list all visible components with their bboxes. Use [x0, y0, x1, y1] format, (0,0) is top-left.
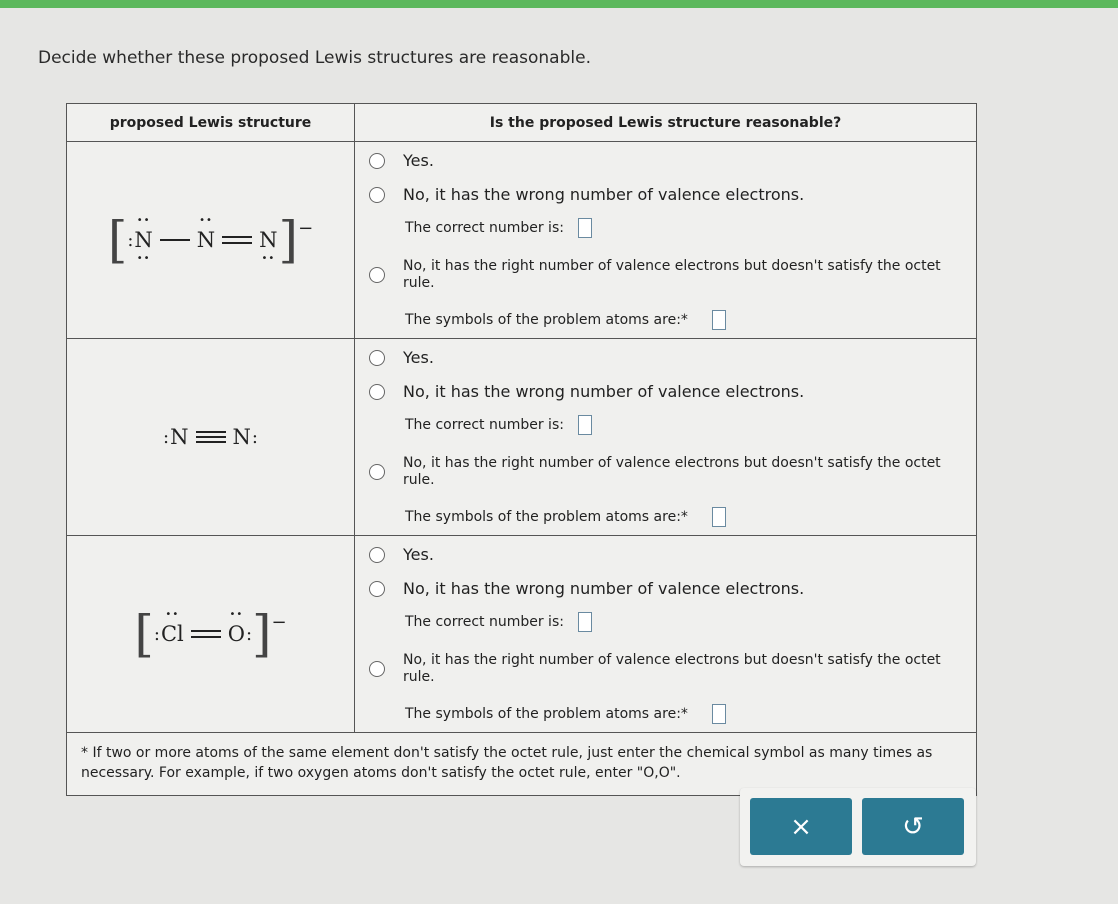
left-bracket: [ [107, 211, 128, 269]
correct-number-input[interactable] [578, 218, 592, 238]
lewis-structure-table [66, 103, 977, 796]
question-prompt: Decide whether these proposed Lewis structures are reasonable. [38, 48, 591, 68]
radio-octet[interactable] [369, 267, 385, 283]
option-octet-label: No, it has the right number of valence electrons but doesn't satisfy the octet rule. [403, 455, 941, 488]
lone-pair-right: : [245, 623, 253, 645]
lone-pair-bottom: •• [136, 253, 151, 264]
correct-number-input[interactable] [578, 415, 592, 435]
option-wrong-count[interactable] [369, 382, 804, 401]
right-bracket: ] [278, 211, 299, 269]
option-octet[interactable] [369, 258, 969, 292]
atom-o: •• O [227, 609, 245, 646]
option-yes-label: Yes. [403, 545, 434, 564]
option-yes-label: Yes. [403, 348, 434, 367]
atom-n1: N [170, 425, 189, 449]
option-yes[interactable] [369, 545, 434, 564]
problem-atoms-label: The symbols of the problem atoms are:* [405, 312, 688, 328]
correct-number-line [405, 218, 592, 238]
header-question: Is the proposed Lewis structure reasonable? [489, 114, 842, 131]
radio-octet[interactable] [369, 661, 385, 677]
option-octet-label: No, it has the right number of valence electrons but doesn't satisfy the octet rule. [403, 652, 941, 685]
top-accent-bar [0, 0, 1118, 8]
lone-pair-top: •• [165, 609, 180, 620]
lone-pair-left: : [153, 623, 160, 645]
radio-yes[interactable] [369, 547, 385, 563]
problem-atoms-input[interactable] [712, 507, 726, 527]
lewis-structure-3 [67, 536, 355, 732]
option-wrong-count-label: No, it has the wrong number of valence electrons. [403, 382, 805, 401]
radio-wrong-count[interactable] [369, 384, 385, 400]
option-yes[interactable] [369, 151, 434, 170]
double-bond [222, 235, 252, 245]
radio-wrong-count[interactable] [369, 581, 385, 597]
lone-pair-left: : [127, 229, 134, 251]
problem-atoms-input[interactable] [712, 704, 726, 724]
option-octet[interactable] [369, 455, 969, 489]
undo-icon: ↺ [902, 811, 924, 842]
problem-atoms-line [405, 704, 726, 724]
table-row-2 [67, 339, 976, 536]
answer-options-1 [355, 142, 976, 338]
option-octet[interactable] [369, 652, 969, 686]
lone-pair-top: •• [229, 609, 244, 620]
option-wrong-count-label: No, it has the wrong number of valence electrons. [403, 185, 805, 204]
problem-atoms-label: The symbols of the problem atoms are:* [405, 706, 688, 722]
correct-number-label: The correct number is: [405, 614, 564, 630]
lone-pair-left: : [163, 426, 170, 448]
atom-cl: •• Cl [160, 609, 184, 646]
option-octet-label: No, it has the right number of valence electrons but doesn't satisfy the octet rule. [403, 258, 941, 291]
lone-pair-right: : [251, 426, 258, 448]
option-yes-label: Yes. [403, 151, 434, 170]
problem-atoms-input[interactable] [712, 310, 726, 330]
lone-pair-top: •• [199, 215, 213, 226]
option-yes[interactable] [369, 348, 434, 367]
problem-atoms-label: The symbols of the problem atoms are:* [405, 509, 688, 525]
atom-n2: •• N [196, 215, 216, 252]
correct-number-label: The correct number is: [405, 417, 564, 433]
atom-n3: N •• [259, 228, 278, 264]
charge: − [298, 217, 314, 239]
octet-footnote: * If two or more atoms of the same element don't satisfy the octet rule, just enter the chemical symbol as many times as necessary. For example, if two oxygen atoms don't satisfy the octet rule, enter "O,O". [81, 745, 933, 781]
lewis-structure-1 [67, 142, 355, 338]
radio-octet[interactable] [369, 464, 385, 480]
radio-wrong-count[interactable] [369, 187, 385, 203]
clear-button[interactable] [750, 798, 852, 855]
undo-button[interactable] [862, 798, 964, 855]
lewis-structure-2 [67, 339, 355, 535]
lone-pair-bottom: •• [261, 253, 276, 264]
atom-n2: N [232, 425, 251, 449]
atom-n1: •• N •• [134, 215, 153, 264]
option-wrong-count[interactable] [369, 185, 804, 204]
problem-atoms-line [405, 310, 726, 330]
answer-options-3 [355, 536, 976, 732]
correct-number-label: The correct number is: [405, 220, 564, 236]
table-row-1 [67, 142, 976, 339]
close-icon: × [790, 811, 812, 842]
triple-bond [196, 430, 226, 444]
left-bracket: [ [134, 605, 154, 663]
double-bond [191, 629, 221, 639]
problem-atoms-line [405, 507, 726, 527]
option-wrong-count-label: No, it has the wrong number of valence electrons. [403, 579, 805, 598]
correct-number-input[interactable] [578, 612, 592, 632]
right-bracket: ] [252, 605, 272, 663]
single-bond [160, 235, 190, 245]
action-buttons [740, 788, 976, 866]
correct-number-line [405, 415, 592, 435]
answer-options-2 [355, 339, 976, 535]
table-header [67, 104, 976, 142]
correct-number-line [405, 612, 592, 632]
radio-yes[interactable] [369, 350, 385, 366]
table-row-3 [67, 536, 976, 733]
charge: − [271, 611, 287, 633]
header-structure: proposed Lewis structure [67, 104, 355, 141]
radio-yes[interactable] [369, 153, 385, 169]
option-wrong-count[interactable] [369, 579, 804, 598]
lone-pair-top: •• [136, 215, 151, 226]
